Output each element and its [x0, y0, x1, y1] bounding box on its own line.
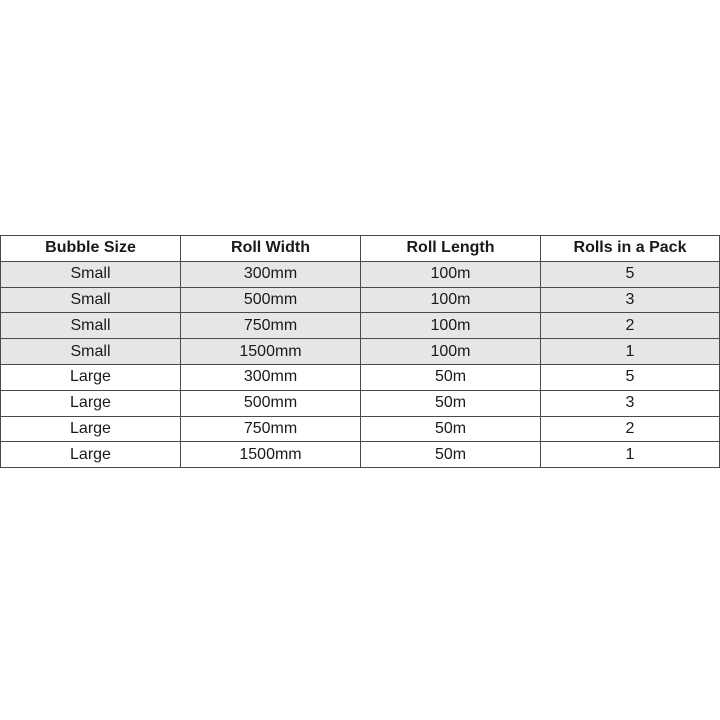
header-roll-length: Roll Length — [361, 236, 541, 262]
cell-rolls-in-pack: 1 — [541, 339, 720, 365]
cell-rolls-in-pack: 5 — [541, 261, 720, 287]
cell-roll-length: 100m — [361, 261, 541, 287]
header-roll-width: Roll Width — [181, 236, 361, 262]
cell-rolls-in-pack: 5 — [541, 364, 720, 390]
cell-roll-width: 1500mm — [181, 339, 361, 365]
table-row — [1, 339, 720, 365]
bubble-wrap-table — [0, 235, 720, 468]
cell-roll-width: 1500mm — [181, 442, 361, 468]
cell-rolls-in-pack: 3 — [541, 287, 720, 313]
cell-rolls-in-pack: 1 — [541, 442, 720, 468]
cell-bubble-size: Small — [1, 287, 181, 313]
cell-roll-length: 100m — [361, 313, 541, 339]
cell-roll-length: 100m — [361, 339, 541, 365]
table-body — [1, 261, 720, 467]
cell-roll-width: 750mm — [181, 313, 361, 339]
cell-bubble-size: Small — [1, 313, 181, 339]
table-row — [1, 364, 720, 390]
cell-rolls-in-pack: 3 — [541, 390, 720, 416]
cell-bubble-size: Large — [1, 416, 181, 442]
header-bubble-size: Bubble Size — [1, 236, 181, 262]
cell-roll-length: 50m — [361, 390, 541, 416]
table-row — [1, 390, 720, 416]
cell-roll-length: 50m — [361, 416, 541, 442]
cell-roll-length: 50m — [361, 364, 541, 390]
cell-bubble-size: Large — [1, 364, 181, 390]
cell-roll-length: 50m — [361, 442, 541, 468]
cell-bubble-size: Large — [1, 442, 181, 468]
table-row — [1, 442, 720, 468]
cell-roll-width: 750mm — [181, 416, 361, 442]
header-rolls-in-pack: Rolls in a Pack — [541, 236, 720, 262]
table-header-row — [1, 236, 720, 262]
cell-rolls-in-pack: 2 — [541, 313, 720, 339]
table-row — [1, 261, 720, 287]
cell-roll-length: 100m — [361, 287, 541, 313]
cell-roll-width: 300mm — [181, 364, 361, 390]
cell-roll-width: 300mm — [181, 261, 361, 287]
cell-bubble-size: Small — [1, 339, 181, 365]
cell-rolls-in-pack: 2 — [541, 416, 720, 442]
cell-bubble-size: Large — [1, 390, 181, 416]
bubble-wrap-table-container — [0, 235, 720, 468]
cell-bubble-size: Small — [1, 261, 181, 287]
cell-roll-width: 500mm — [181, 390, 361, 416]
table-row — [1, 287, 720, 313]
cell-roll-width: 500mm — [181, 287, 361, 313]
table-row — [1, 313, 720, 339]
table-row — [1, 416, 720, 442]
